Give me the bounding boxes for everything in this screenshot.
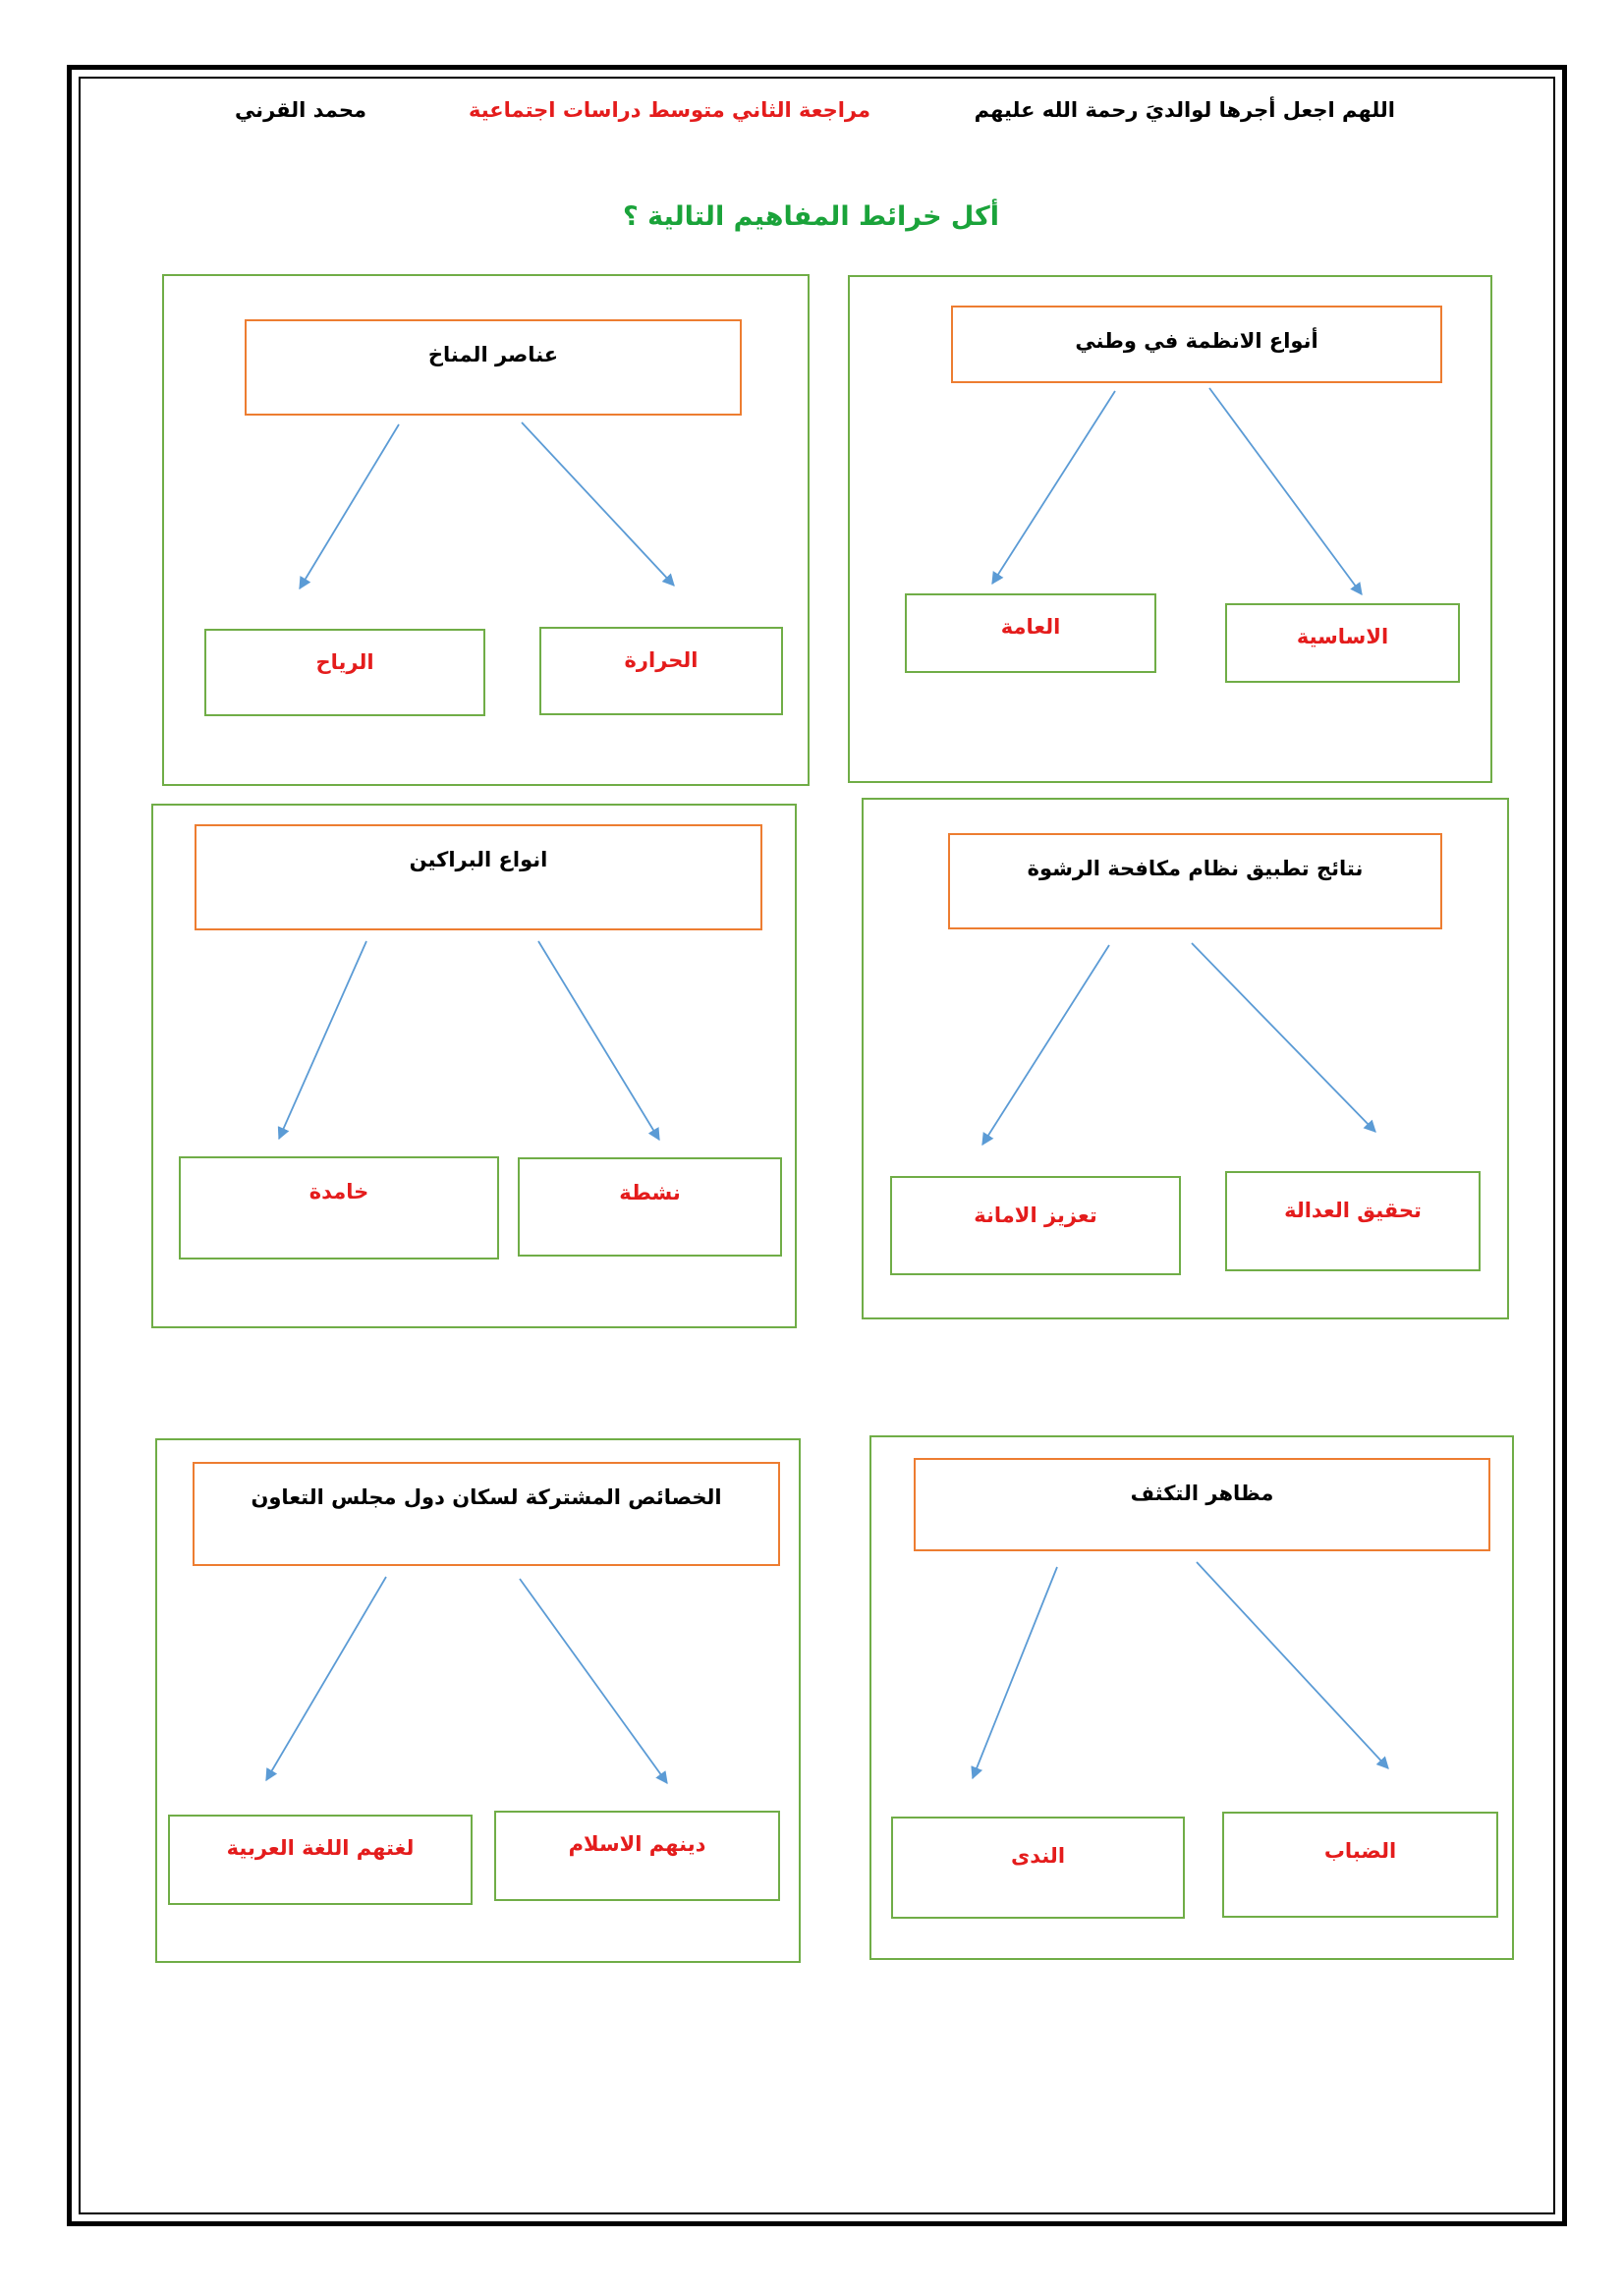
concept-map-5-title-box bbox=[914, 1458, 1490, 1551]
concept-map-2-title-box bbox=[245, 319, 742, 416]
concept-map-2-branch-right-text: الحرارة bbox=[624, 648, 699, 672]
concept-map-6-branch-left-text: لغتهم اللغة العربية bbox=[226, 1836, 415, 1860]
concept-map-3-branch-right-text: تحقيق العدالة bbox=[1284, 1199, 1422, 1222]
header-teacher: محمد القرني bbox=[234, 98, 366, 122]
concept-map-4-branch-left[interactable] bbox=[179, 1156, 499, 1259]
concept-map-4-branch-right-text: نشطة bbox=[619, 1181, 681, 1204]
concept-map-2-branch-left-text: الرياح bbox=[315, 650, 374, 674]
concept-map-4-branch-left-text: خامدة bbox=[308, 1180, 369, 1203]
instruction-title: أكل خرائط المفاهيم التالية ؟ bbox=[623, 201, 999, 232]
concept-map-1-branch-right[interactable] bbox=[1225, 603, 1460, 683]
concept-map-6-branch-left[interactable] bbox=[168, 1815, 473, 1905]
concept-map-3-title: نتائج تطبيق نظام مكافحة الرشوة bbox=[1027, 857, 1364, 880]
concept-map-5-title: مظاهر التكثف bbox=[1130, 1482, 1274, 1505]
header-subject: مراجعة الثاني متوسط دراسات اجتماعية bbox=[468, 98, 870, 122]
concept-map-3-branch-left[interactable] bbox=[890, 1176, 1181, 1275]
concept-map-3-title-box bbox=[948, 833, 1442, 929]
concept-map-1-title: أنواع الانظمة في وطني bbox=[1075, 329, 1318, 353]
concept-map-4-title: انواع البراكين bbox=[409, 848, 548, 871]
concept-map-3-branch-left-text: تعزيز الامانة bbox=[974, 1203, 1097, 1227]
concept-map-6-title: الخصائص المشتركة لسكان دول مجلس التعاون bbox=[251, 1485, 722, 1509]
concept-map-1-title-box bbox=[951, 306, 1442, 383]
concept-map-6-branch-right[interactable] bbox=[494, 1811, 780, 1901]
concept-map-1-branch-left-text: العامة bbox=[1000, 615, 1061, 639]
concept-map-6-title-box bbox=[193, 1462, 780, 1566]
header-dua: اللهم اجعل أجرها لوالديَ رحمة الله عليهم bbox=[974, 98, 1395, 122]
concept-map-1-branch-right-text: الاساسية bbox=[1296, 625, 1389, 648]
concept-map-2-branch-left[interactable] bbox=[204, 629, 485, 716]
concept-map-1-branch-left[interactable] bbox=[905, 593, 1156, 673]
concept-map-6-branch-right-text: دينهم الاسلام bbox=[568, 1832, 706, 1856]
concept-map-4-branch-right[interactable] bbox=[518, 1157, 782, 1257]
concept-map-4-title-box bbox=[195, 824, 762, 930]
concept-map-2-branch-right[interactable] bbox=[539, 627, 783, 715]
concept-map-3-branch-right[interactable] bbox=[1225, 1171, 1481, 1271]
concept-map-5-branch-left-text: الندى bbox=[1010, 1844, 1066, 1868]
concept-map-2-title: عناصر المناخ bbox=[427, 343, 559, 366]
concept-map-5-branch-right[interactable] bbox=[1222, 1812, 1498, 1918]
concept-map-5-branch-right-text: الضباب bbox=[1323, 1839, 1397, 1863]
concept-map-5-branch-left[interactable] bbox=[891, 1817, 1185, 1919]
